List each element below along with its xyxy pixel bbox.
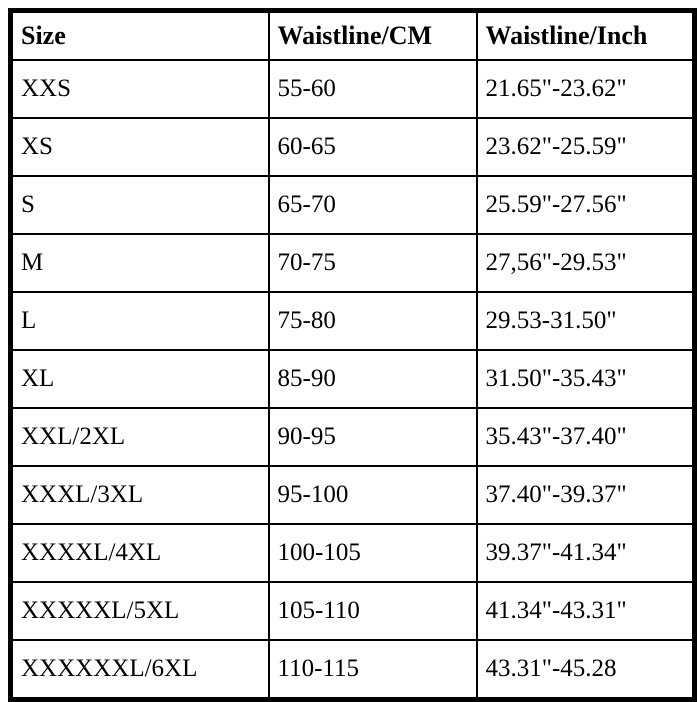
cell-waistline-inch: 27,56"-29.53" xyxy=(477,234,695,292)
cell-size: XXL/2XL xyxy=(11,408,269,466)
cell-size: XXXXXL/5XL xyxy=(11,582,269,640)
size-chart-table xyxy=(8,8,697,702)
cell-waistline-inch: 29.53-31.50" xyxy=(477,292,695,350)
cell-size: XXXXXXL/6XL xyxy=(11,640,269,700)
cell-size: L xyxy=(11,292,269,350)
column-header-waistline-inch: Waistline/Inch xyxy=(477,11,695,61)
cell-size: XXS xyxy=(11,60,269,118)
cell-waistline-cm: 65-70 xyxy=(269,176,477,234)
table-header-row xyxy=(11,11,695,61)
table-row xyxy=(11,60,695,118)
cell-waistline-inch: 21.65"-23.62" xyxy=(477,60,695,118)
cell-size: XXXXL/4XL xyxy=(11,524,269,582)
table-header xyxy=(11,11,695,61)
table-row xyxy=(11,118,695,176)
cell-waistline-inch: 31.50"-35.43" xyxy=(477,350,695,408)
cell-waistline-cm: 95-100 xyxy=(269,466,477,524)
cell-waistline-cm: 90-95 xyxy=(269,408,477,466)
cell-waistline-inch: 35.43"-37.40" xyxy=(477,408,695,466)
cell-waistline-inch: 37.40"-39.37" xyxy=(477,466,695,524)
table-row xyxy=(11,176,695,234)
cell-waistline-inch: 39.37"-41.34" xyxy=(477,524,695,582)
cell-size: XL xyxy=(11,350,269,408)
cell-size: S xyxy=(11,176,269,234)
cell-waistline-cm: 110-115 xyxy=(269,640,477,700)
table-row xyxy=(11,524,695,582)
table-row xyxy=(11,408,695,466)
table-row xyxy=(11,582,695,640)
cell-waistline-inch: 41.34"-43.31" xyxy=(477,582,695,640)
cell-waistline-inch: 25.59"-27.56" xyxy=(477,176,695,234)
column-header-waistline-cm: Waistline/CM xyxy=(269,11,477,61)
cell-waistline-cm: 85-90 xyxy=(269,350,477,408)
table-body xyxy=(11,60,695,700)
table-row xyxy=(11,466,695,524)
table-row xyxy=(11,640,695,700)
cell-size: XXXL/3XL xyxy=(11,466,269,524)
cell-waistline-cm: 105-110 xyxy=(269,582,477,640)
cell-waistline-cm: 60-65 xyxy=(269,118,477,176)
table-row xyxy=(11,234,695,292)
cell-waistline-cm: 75-80 xyxy=(269,292,477,350)
table-row xyxy=(11,292,695,350)
cell-waistline-inch: 43.31"-45.28 xyxy=(477,640,695,700)
cell-size: M xyxy=(11,234,269,292)
cell-waistline-cm: 55-60 xyxy=(269,60,477,118)
table-row xyxy=(11,350,695,408)
cell-waistline-cm: 100-105 xyxy=(269,524,477,582)
cell-size: XS xyxy=(11,118,269,176)
column-header-size: Size xyxy=(11,11,269,61)
cell-waistline-inch: 23.62"-25.59" xyxy=(477,118,695,176)
cell-waistline-cm: 70-75 xyxy=(269,234,477,292)
